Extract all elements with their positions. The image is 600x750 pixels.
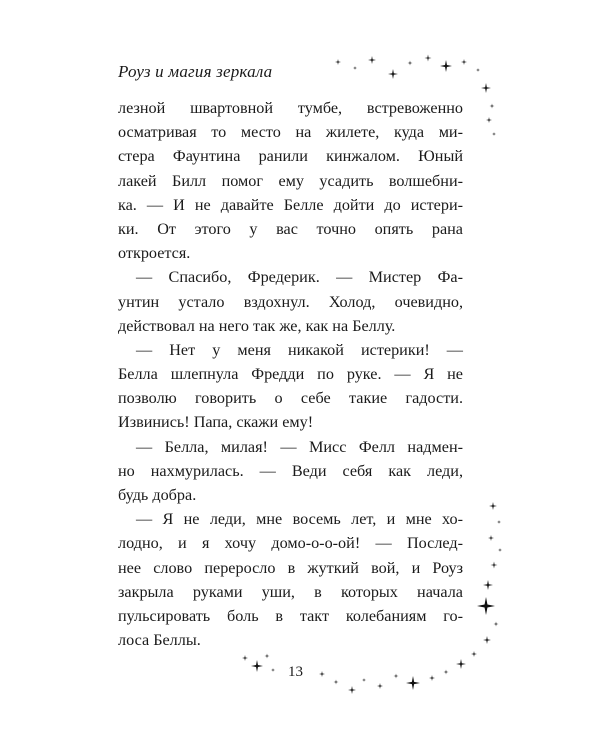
text-line: лакей Билл помог ему усадить волшебни- (118, 171, 463, 190)
sparkle-star-icon (394, 674, 399, 679)
sparkle-star-icon (483, 580, 493, 590)
text-line: стера Фаунтина ранили кинжалом. Юный (118, 147, 463, 166)
sparkle-star-icon (353, 66, 357, 70)
text-line: пульсировать боль в такт колебаниям го- (118, 606, 463, 625)
sparkle-star-icon (265, 654, 270, 659)
sparkle-star-icon (251, 660, 263, 672)
sparkle-star-icon (471, 651, 477, 657)
sparkle-star-icon (483, 636, 491, 644)
sparkle-star-icon (271, 668, 275, 672)
text-line: — Нет у меня никакой истерики! — (136, 340, 463, 359)
sparkle-star-icon (388, 69, 398, 79)
text-line: откроется. (118, 244, 191, 263)
page-number: 13 (288, 664, 303, 680)
sparkle-star-icon (368, 56, 376, 64)
sparkle-star-icon (492, 132, 496, 136)
text-line: но нахмурилась. — Веди себя как леди, (118, 461, 463, 480)
sparkle-star-icon (444, 670, 449, 675)
text-line: Белла шлепнула Фредди по руке. — Я не (118, 365, 463, 384)
sparkle-star-icon (242, 655, 248, 661)
text-line: нее слово переросло в жуткий вой, и Роуз (118, 558, 463, 577)
sparkle-star-icon (491, 562, 498, 569)
sparkle-star-icon (456, 659, 466, 669)
sparkle-star-icon (440, 60, 452, 72)
text-line: лодно, и я хочу домо-о-о-ой! — Послед- (118, 534, 463, 553)
text-line: осматривая то место на жилете, куда ми- (118, 123, 463, 142)
sparkle-star-icon (489, 502, 497, 510)
text-line: Извинись! Папа, скажи ему! (118, 413, 314, 432)
sparkle-star-icon (406, 676, 420, 690)
text-line: ка. — И не давайте Белле дойти до истери- (118, 195, 463, 214)
text-line: — Спасибо, Фредерик. — Мистер Фа- (136, 268, 463, 287)
sparkle-star-icon (481, 83, 491, 93)
text-line: унтин устало вздохнул. Холод, очевидно, (118, 292, 463, 311)
text-line: лоса Беллы. (118, 631, 201, 650)
text-line: ки. От этого у вас точно опять рана (118, 219, 463, 238)
sparkle-star-icon (461, 59, 467, 65)
sparkle-star-icon (490, 104, 495, 109)
sparkle-star-icon (377, 683, 383, 689)
text-line: лезной швартовной тумбе, встревоженно (118, 99, 463, 117)
sparkle-star-icon (497, 520, 501, 524)
text-line: — Белла, милая! — Мисс Фелл надмен- (136, 437, 463, 456)
sparkle-star-icon (408, 61, 413, 66)
text-line: будь добра. (118, 486, 197, 504)
sparkle-star-icon (335, 59, 341, 65)
sparkle-star-icon (362, 678, 366, 682)
sparkle-star-icon (494, 622, 499, 627)
sparkle-star-icon (488, 535, 494, 541)
sparkle-star-icon (476, 68, 480, 72)
text-line: действовал на него так же, как на Беллу. (118, 316, 396, 335)
sparkle-star-icon (486, 117, 492, 123)
sparkle-star-icon (477, 597, 495, 615)
text-line: — Я не леди, мне восемь лет, и мне хо- (136, 510, 463, 529)
sparkle-star-icon (334, 680, 339, 685)
text-line: позволю говорить о себе такие гадости. (118, 389, 463, 408)
sparkle-star-icon (319, 671, 325, 677)
sparkle-star-icon (425, 55, 432, 62)
sparkle-star-icon (348, 686, 356, 694)
sparkle-star-icon (429, 675, 435, 681)
sparkle-star-icon (498, 548, 502, 552)
running-title: Роуз и магия зеркала (118, 62, 273, 81)
text-line: закрыла руками уши, в которых начала (118, 582, 463, 601)
